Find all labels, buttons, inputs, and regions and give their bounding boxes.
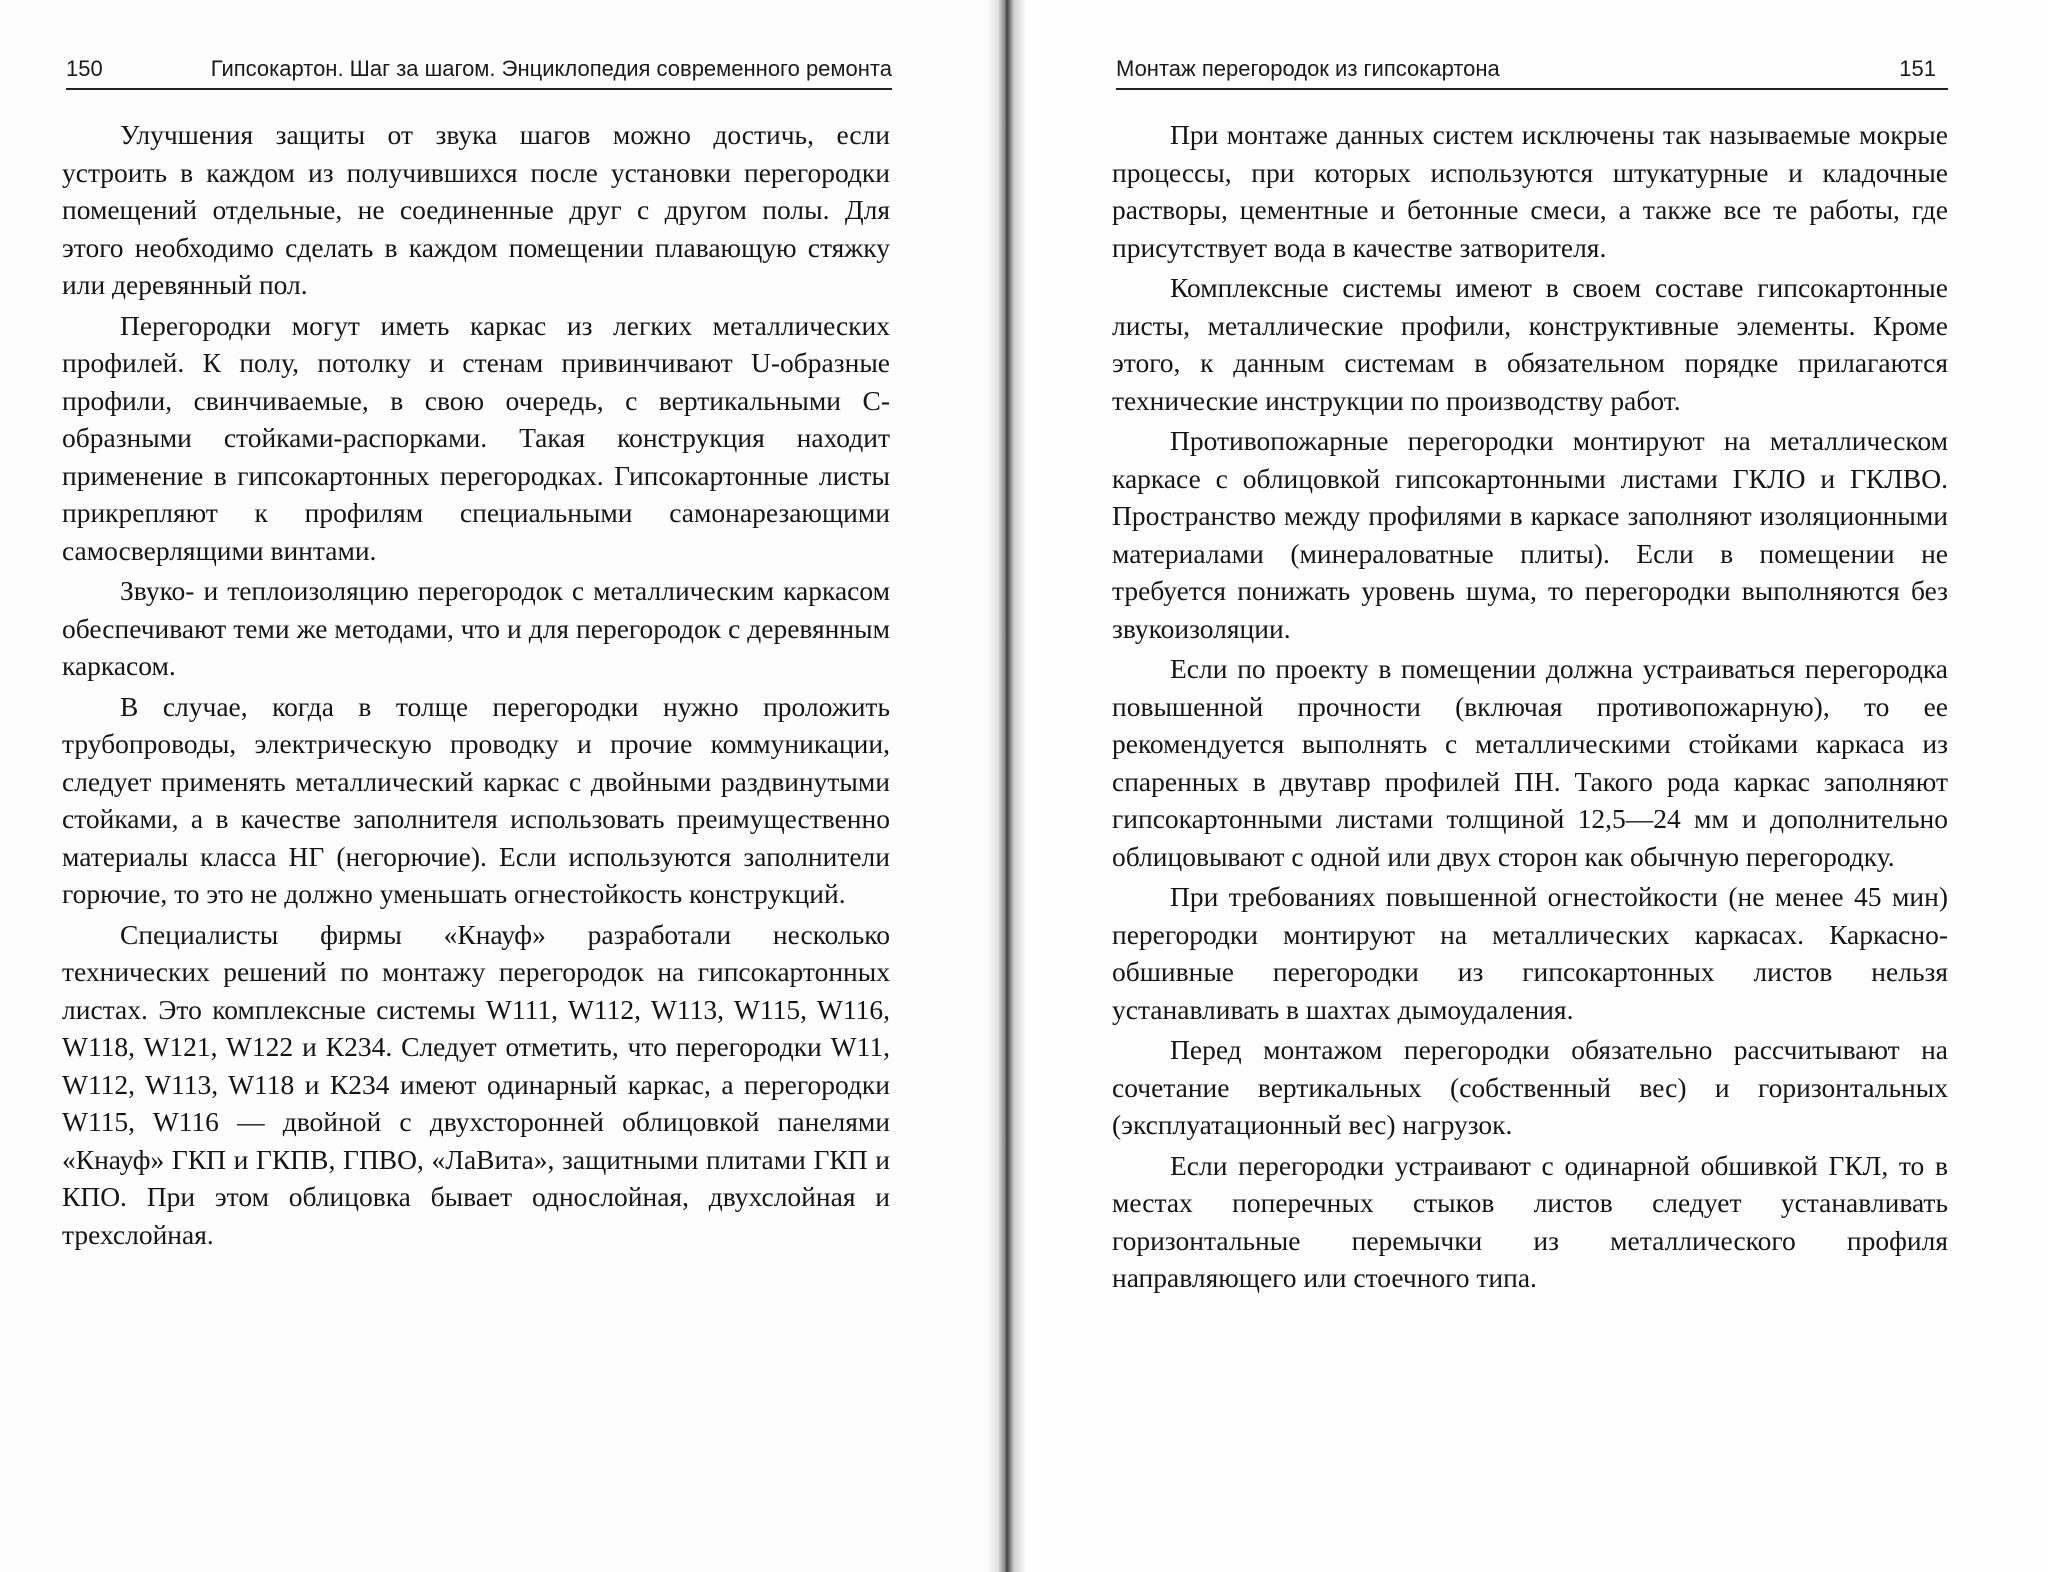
paragraph: Перед монтажом перегородки обязательно рассчитывают на сочетание вертикальных (собственный вес) и горизонтальных (эксплуатационный вес) нагрузок.	[1112, 1034, 1948, 1140]
right-running-head	[1116, 54, 1948, 90]
paragraph: Комплексные системы имеют в своем составе гипсокартонные листы, металлические профили, конструктивные элементы. Кроме этого, к данным системам в обязательном порядке прилагаются технические инструкции по производству работ.	[1112, 272, 1948, 416]
page-number: 150	[66, 56, 103, 81]
left-running-head	[66, 54, 892, 90]
paragraph: Специалисты фирмы «Кнауф» разработали несколько технических решений по монтажу перегородок на гипсокартонных листах. Это комплексные системы W111, W112, W113, W115, W116, W118, W121, W122 и К234. Следует отметить, что перегородки W11, W112, W113, W118 и К234 имеют одинарный каркас, а перегородки W115, W116 — двойной с двухсторонней облицовкой панелями «Кнауф» ГКП и ГКПВ, ГПВО, «ЛаВита», защитными плитами ГКП и КПО. При этом облицовка бывает однослойная, двухслойная и трехслойная.	[62, 918, 890, 1250]
book-title: Гипсокартон. Шаг за шагом. Энциклопедия современного ремонта	[210, 56, 892, 81]
paragraph: Перегородки могут иметь каркас из легких металлических профилей. К полу, потолку и стенам привинчивают U-образные профили, свинчиваемые, в свою очередь, с вертикальными С-образными стойками-распорками. Такая конструкция находит применение в гипсокартонных перегородках. Гипсокартонные листы прикрепляют к профилям специальными самонарезающими самосверлящими винтами.	[62, 309, 890, 566]
paragraph: Противопожарные перегородки монтируют на металлическом каркасе с облицовкой гипсокартонными листами ГКЛО и ГКЛВО. Пространство между профилями в каркасе заполняют изоляционными материалами (минераловатные плиты). Если в помещении не требуется понижать уровень шума, то перегородки выполняются без звукоизоляции.	[1112, 425, 1948, 644]
right-body-text	[1112, 116, 1948, 1300]
left-body-text	[62, 116, 890, 1256]
book-spine-shadow	[986, 0, 1026, 1572]
paragraph: При монтаже данных систем исключены так называемые мокрые процессы, при которых используются штукатурные и кладочные растворы, цементные и бетонные смеси, а также все те работы, где присутствует вода в качестве затворителя.	[1112, 119, 1948, 263]
paragraph: Звуко- и теплоизоляцию перегородок с металлическим каркасом обеспечивают теми же методами, что и для перегородок с деревянным каркасом.	[62, 575, 890, 681]
page-number: 151	[1899, 56, 1936, 81]
paragraph: Улучшения защиты от звука шагов можно достичь, если устроить в каждом из получившихся после установки перегородки помещений отдельные, не соединенные друг с другом полы. Для этого необходимо сделать в каждом помещении плавающую стяжку или деревянный пол.	[62, 119, 890, 300]
paragraph: Если по проекту в помещении должна устраиваться перегородка повышенной прочности (включая противопожарную), то ее рекомендуется выполнять с металлическими стойками каркаса из спаренных в двутавр профилей ПН. Такого рода каркас заполняют гипсокартонными листами толщиной 12,5—24 мм и дополнительно облицовывают с одной или двух сторон как обычную перегородку.	[1112, 653, 1948, 872]
paragraph: При требованиях повышенной огнестойкости (не менее 45 мин) перегородки монтируют на металлических каркасах. Каркасно-обшивные перегородки из гипсокартонных листов нельзя устанавливать в шахтах дымоудаления.	[1112, 881, 1948, 1025]
paragraph: Если перегородки устраивают с одинарной обшивкой ГКЛ, то в местах поперечных стыков листов следует устанавливать горизонтальные перемычки из металлического профиля направляющего или стоечного типа.	[1112, 1149, 1948, 1293]
left-page	[0, 0, 1004, 1572]
paragraph: В случае, когда в толще перегородки нужно проложить трубопроводы, электрическую проводку и прочие коммуникации, следует применять металлический каркас с двойными раздвинутыми стойками, а в качестве заполнителя использовать преимущественно материалы класса НГ (негорючие). Если используются заполнители горючие, то это не должно уменьшать огнестойкость конструкций.	[62, 690, 890, 909]
chapter-title: Монтаж перегородок из гипсокартона	[1116, 56, 1500, 81]
right-page	[1004, 0, 2048, 1572]
